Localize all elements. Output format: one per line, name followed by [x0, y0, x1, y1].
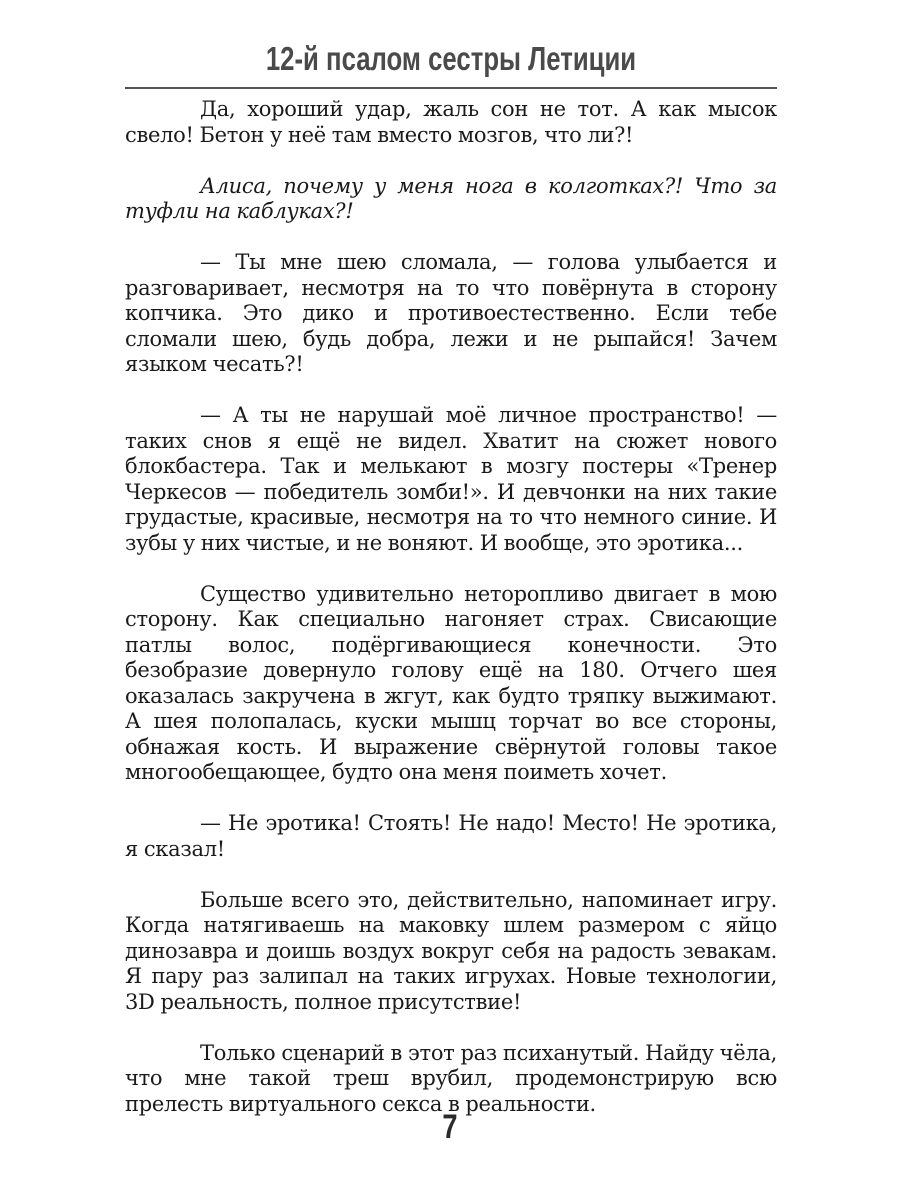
running-head-title: 12-й псалом сестры Летиции: [265, 40, 637, 77]
paragraph: Только сценарий в этот раз психанутый. Найду чёла, что мне такой треш врубил, продемонстрирую всю прелесть виртуального секса в реальности.: [125, 1040, 777, 1116]
paragraph: Да, хороший удар, жаль сон не тот. А как мысок свело! Бетон у неё там вместо мозгов, что ли?!: [125, 97, 777, 147]
italic-paragraph: Алиса, почему у меня нога в колготках?! Что за туфли на каблуках?!: [125, 173, 777, 223]
body-text: [125, 97, 777, 1117]
paragraph: — А ты не нарушай моё личное пространство! — таких снов я ещё не видел. Хватит на сюжет нового блокбастера. Так и мелькают в мозгу постеры «Тренер Черкесов — победитель зомби!». И девчонки на них такие грудастые, красивые, несмотря на то что немного синие. И зубы у них чистые, и не воняют. И вообще, это эротика...: [125, 403, 777, 555]
paragraph: Больше всего это, действительно, напоминает игру. Когда натягиваешь на маковку шлем размером с яйцо динозавра и доишь воздух вокруг себя на радость зевакам. Я пару раз залипал на таких игрухах. Новые технологии, 3D реальность, полное присутствие!: [125, 887, 777, 1014]
paragraph: — Ты мне шею сломала, — голова улыбается и разговаривает, несмотря на то что повёрнута в сторону копчика. Это дико и противоестественно. Если тебе сломали шею, будь добра, лежи и не рыпайся! Зачем языком чесать?!: [125, 250, 777, 376]
paragraph: Существо удивительно неторопливо двигает в мою сторону. Как специально нагоняет страх. Свисающие патлы волос, подёргивающиеся конечности. Это безобразие довернуло голову ещё на 180. Отчего шея оказалась закручена в жгут, как будто тряпку выжимают. А шея полопалась, куски мышц торчат во все стороны, обнажая кость. И выражение свёрнутой головы такое многообещающее, будто она меня поиметь хочет.: [125, 581, 777, 784]
paragraph: — Не эротика! Стоять! Не надо! Место! Не эротика, я сказал!: [125, 811, 777, 861]
header-rule: [125, 87, 777, 89]
page-number: 7: [442, 1108, 458, 1146]
